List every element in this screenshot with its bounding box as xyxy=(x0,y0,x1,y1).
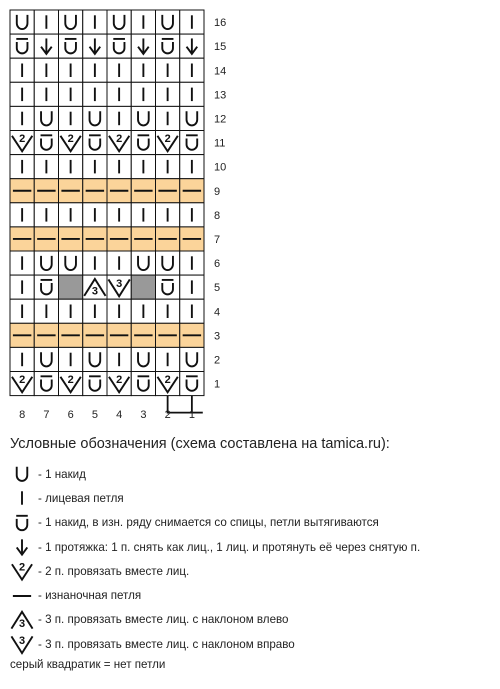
chart-cell xyxy=(83,227,107,251)
chart-cell xyxy=(107,82,131,106)
chart-cell xyxy=(83,275,107,299)
chart-cell xyxy=(107,323,131,347)
legend-item xyxy=(10,511,495,535)
chart-row-10 xyxy=(10,155,226,179)
chart-cell xyxy=(83,106,107,130)
chart-cell xyxy=(34,323,58,347)
chart-row-9 xyxy=(10,179,220,203)
chart-cell xyxy=(34,106,58,130)
chart-cell xyxy=(59,82,83,106)
row-number: 11 xyxy=(214,137,226,150)
chart-cell xyxy=(59,203,83,227)
svg-text:2: 2 xyxy=(18,561,26,574)
column-number: 4 xyxy=(116,409,123,421)
chart-cell xyxy=(34,299,58,323)
yarn-over-symbol xyxy=(17,467,28,481)
chart-cell xyxy=(59,323,83,347)
svg-text:2: 2 xyxy=(116,133,123,146)
chart-cell xyxy=(180,251,204,275)
chart-cell xyxy=(10,58,34,82)
chart-cell xyxy=(83,299,107,323)
row-number: 4 xyxy=(214,306,221,319)
slipped-yarn-over-symbol-icon xyxy=(10,511,36,535)
chart-cell xyxy=(156,10,180,34)
cell-box xyxy=(180,106,204,130)
chart-cell xyxy=(156,251,180,275)
chart-cell xyxy=(180,347,204,371)
chart-cell xyxy=(83,155,107,179)
chart-cell xyxy=(156,347,180,371)
chart-cell xyxy=(59,227,83,251)
chart-cell xyxy=(10,34,34,58)
chart-row-15 xyxy=(10,34,226,58)
svg-text:3: 3 xyxy=(116,278,123,291)
column-number: 3 xyxy=(140,409,147,421)
chart-cell xyxy=(83,82,107,106)
k3tog-right-symbol xyxy=(11,635,32,653)
column-number: 5 xyxy=(91,409,98,421)
k3tog-left-symbol-icon xyxy=(10,608,36,632)
chart-cell xyxy=(10,82,34,106)
legend-item xyxy=(10,632,495,656)
cell-box xyxy=(83,372,107,396)
chart-cell xyxy=(180,34,204,58)
repeat-bracket xyxy=(168,396,203,413)
chart-cell xyxy=(180,82,204,106)
cell-box xyxy=(131,251,155,275)
chart-cell xyxy=(83,203,107,227)
chart-cell xyxy=(83,347,107,371)
chart-cell xyxy=(34,227,58,251)
no-stitch-square xyxy=(131,275,155,299)
chart-cell xyxy=(131,372,155,396)
chart-cell xyxy=(131,82,155,106)
legend-text: - 1 протяжка: 1 п. снять как лиц., 1 лиц. и протянуть её через снятую п. xyxy=(38,540,421,554)
chart-cell xyxy=(34,82,58,106)
chart-cell xyxy=(83,323,107,347)
row-number: 12 xyxy=(214,113,227,126)
chart-cell xyxy=(131,203,155,227)
chart-row-12 xyxy=(10,106,226,130)
chart-cell xyxy=(180,131,204,155)
svg-text:3: 3 xyxy=(91,285,98,298)
chart-cell xyxy=(34,203,58,227)
legend-item xyxy=(10,462,495,486)
legend-note: серый квадратик = нет петли xyxy=(10,658,166,672)
cell-box xyxy=(83,347,107,371)
chart-cell xyxy=(131,34,155,58)
column-number: 6 xyxy=(67,409,74,421)
legend-text: - 3 п. провязать вместе лиц. с наклоном влево xyxy=(38,613,289,627)
chart-cell xyxy=(156,82,180,106)
chart-cell xyxy=(180,179,204,203)
row-number: 2 xyxy=(214,354,221,367)
chart-cell xyxy=(59,10,83,34)
chart-cell xyxy=(107,131,131,155)
chart-cell xyxy=(180,275,204,299)
chart-cell xyxy=(131,227,155,251)
chart-cell xyxy=(180,10,204,34)
legend-item xyxy=(10,583,495,607)
chart-cell xyxy=(156,179,180,203)
chart-cell xyxy=(131,58,155,82)
chart-cell xyxy=(107,372,131,396)
cell-box xyxy=(131,131,155,155)
chart-cell xyxy=(156,58,180,82)
chart-cell xyxy=(107,34,131,58)
row-number: 3 xyxy=(214,330,221,343)
chart-cell xyxy=(83,251,107,275)
legend-text: - 1 накид xyxy=(38,467,86,481)
chart-cell xyxy=(107,10,131,34)
chart-cell xyxy=(107,155,131,179)
column-number: 8 xyxy=(19,409,26,421)
column-number: 7 xyxy=(43,409,50,421)
chart-grid xyxy=(10,10,226,396)
cell-box xyxy=(180,347,204,371)
chart-cell xyxy=(34,275,58,299)
svg-text:2: 2 xyxy=(164,133,171,146)
column-number: 1 xyxy=(188,409,195,421)
chart-cell xyxy=(107,227,131,251)
chart-cell xyxy=(131,106,155,130)
chart-row-11 xyxy=(10,131,225,155)
row-number: 10 xyxy=(214,161,227,174)
chart-cell xyxy=(107,275,131,299)
chart-cell xyxy=(156,299,180,323)
chart-cell xyxy=(34,10,58,34)
chart-cell xyxy=(59,251,83,275)
chart-cell xyxy=(156,275,180,299)
legend-text: - изнаночная петля xyxy=(38,589,142,603)
chart-cell xyxy=(107,58,131,82)
chart-cell xyxy=(59,155,83,179)
row-number: 9 xyxy=(214,185,221,198)
legend-text: - 1 накид, в изн. ряду снимается со спицы, петли вытягиваются xyxy=(38,516,379,530)
k3tog-left-symbol xyxy=(11,612,32,630)
k2tog-symbol-icon xyxy=(10,559,36,583)
chart-cell xyxy=(131,347,155,371)
chart-cell xyxy=(83,131,107,155)
chart-cell xyxy=(59,299,83,323)
cell-box xyxy=(131,347,155,371)
chart-cell xyxy=(59,131,83,155)
chart-cell xyxy=(131,10,155,34)
chart-cell xyxy=(156,203,180,227)
chart-cell xyxy=(34,131,58,155)
row-number: 16 xyxy=(214,17,227,30)
chart-cell xyxy=(10,275,34,299)
chart-cell xyxy=(59,34,83,58)
chart-cell xyxy=(34,179,58,203)
cell-box xyxy=(180,372,204,396)
chart-cell xyxy=(131,155,155,179)
cell-box xyxy=(34,131,58,155)
chart-cell xyxy=(180,106,204,130)
svg-text:2: 2 xyxy=(67,374,74,387)
chart-cell xyxy=(10,10,34,34)
chart-cell xyxy=(180,58,204,82)
chart-cell xyxy=(59,347,83,371)
row-number: 5 xyxy=(214,282,221,295)
chart-cell xyxy=(107,106,131,130)
row-number: 6 xyxy=(214,258,221,271)
chart-row-1 xyxy=(10,372,220,396)
chart-row-5 xyxy=(10,275,220,299)
chart-cell xyxy=(83,372,107,396)
cell-box xyxy=(34,251,58,275)
chart-cell xyxy=(83,10,107,34)
chart-cell xyxy=(131,251,155,275)
chart-cell xyxy=(34,155,58,179)
legend-text: - лицевая петля xyxy=(38,491,124,505)
row-number: 8 xyxy=(214,209,221,222)
svg-text:2: 2 xyxy=(116,374,123,387)
cell-box xyxy=(131,372,155,396)
row-number: 14 xyxy=(214,65,227,78)
legend-list xyxy=(10,462,495,656)
legend-title: Условные обозначения (схема составлена на tamica.ru): xyxy=(10,436,390,452)
cell-box xyxy=(83,106,107,130)
chart-cell xyxy=(156,323,180,347)
legend-text: - 2 п. провязать вместе лиц. xyxy=(38,564,190,578)
cell-box xyxy=(180,131,204,155)
chart-cell xyxy=(59,372,83,396)
chart-cell xyxy=(131,323,155,347)
chart-cell xyxy=(10,323,34,347)
svg-text:3: 3 xyxy=(18,618,26,631)
chart-row-7 xyxy=(10,227,220,251)
chart-cell xyxy=(59,275,83,299)
chart-row-14 xyxy=(10,58,226,82)
chart-row-16 xyxy=(10,10,226,34)
chart-cell xyxy=(10,372,34,396)
chart-cell xyxy=(10,299,34,323)
chart-cell xyxy=(180,372,204,396)
k3tog-right-symbol-icon xyxy=(10,632,36,656)
row-number: 13 xyxy=(214,89,227,102)
yarn-over-symbol-icon xyxy=(10,462,36,486)
cell-box xyxy=(156,34,180,58)
chart-cell xyxy=(180,227,204,251)
chart-cell xyxy=(107,299,131,323)
chart-cell xyxy=(34,251,58,275)
chart-cell xyxy=(180,299,204,323)
chart-cell xyxy=(107,251,131,275)
chart-cell xyxy=(156,106,180,130)
slipped-yarn-over-symbol xyxy=(16,516,28,530)
chart-cell xyxy=(156,34,180,58)
legend-text: - 3 п. провязать вместе лиц. с наклоном вправо xyxy=(38,637,295,651)
chart-cell xyxy=(34,34,58,58)
chart-cell xyxy=(10,155,34,179)
chart-cell xyxy=(10,203,34,227)
svg-text:3: 3 xyxy=(18,635,26,648)
chart-cell xyxy=(10,131,34,155)
column-number: 2 xyxy=(164,409,171,421)
chart-cell xyxy=(156,372,180,396)
chart-row-6 xyxy=(10,251,220,275)
row-number: 15 xyxy=(214,41,227,54)
cell-box xyxy=(34,275,58,299)
chart-cell xyxy=(180,155,204,179)
decrease-arrow-symbol xyxy=(17,539,28,554)
cell-box xyxy=(83,131,107,155)
cell-box xyxy=(156,275,180,299)
cell-box xyxy=(59,251,83,275)
knit-stitch-symbol-icon xyxy=(10,486,36,510)
cell-box xyxy=(156,10,180,34)
cell-box xyxy=(34,347,58,371)
legend xyxy=(10,436,495,671)
cell-box xyxy=(59,10,83,34)
chart-cell xyxy=(131,131,155,155)
cell-box xyxy=(107,10,131,34)
chart-cell xyxy=(83,179,107,203)
cell-box xyxy=(34,372,58,396)
decrease-arrow-symbol-icon xyxy=(10,535,36,559)
chart-cell xyxy=(180,203,204,227)
chart-cell xyxy=(34,58,58,82)
legend-item xyxy=(10,608,495,632)
cell-box xyxy=(59,34,83,58)
chart-cell xyxy=(10,347,34,371)
cell-box xyxy=(10,34,34,58)
row-number: 1 xyxy=(214,378,221,391)
cell-box xyxy=(107,34,131,58)
chart-cell xyxy=(34,372,58,396)
chart-row-3 xyxy=(10,323,220,347)
chart-cell xyxy=(59,106,83,130)
svg-text:2: 2 xyxy=(164,374,171,387)
svg-text:2: 2 xyxy=(67,133,74,146)
chart-cell xyxy=(10,227,34,251)
chart-row-8 xyxy=(10,203,220,227)
chart-cell xyxy=(156,131,180,155)
chart-cell xyxy=(83,34,107,58)
chart-cell xyxy=(156,227,180,251)
chart-cell xyxy=(131,275,155,299)
no-stitch-square xyxy=(59,275,83,299)
chart-cell xyxy=(131,299,155,323)
svg-text:2: 2 xyxy=(19,133,26,146)
legend-item xyxy=(10,535,495,559)
chart-cell xyxy=(59,179,83,203)
cell-box xyxy=(156,251,180,275)
chart-row-2 xyxy=(10,347,220,371)
cell-box xyxy=(34,106,58,130)
k2tog-symbol xyxy=(12,562,32,580)
chart-cell xyxy=(107,179,131,203)
chart-cell xyxy=(156,155,180,179)
chart-cell xyxy=(107,203,131,227)
chart-cell xyxy=(34,347,58,371)
chart-cell xyxy=(10,251,34,275)
chart-cell xyxy=(10,106,34,130)
cell-box xyxy=(131,106,155,130)
chart-cell xyxy=(180,323,204,347)
chart-cell xyxy=(131,179,155,203)
chart-cell xyxy=(107,347,131,371)
purl-stitch-symbol-icon xyxy=(10,584,36,608)
chart-cell xyxy=(10,179,34,203)
svg-text:2: 2 xyxy=(19,374,26,387)
legend-item xyxy=(10,559,495,583)
chart-cell xyxy=(59,58,83,82)
chart-row-4 xyxy=(10,299,220,323)
chart-row-13 xyxy=(10,82,226,106)
row-number: 7 xyxy=(214,233,221,246)
chart-cell xyxy=(83,58,107,82)
legend-item xyxy=(10,486,495,510)
cell-box xyxy=(10,10,34,34)
